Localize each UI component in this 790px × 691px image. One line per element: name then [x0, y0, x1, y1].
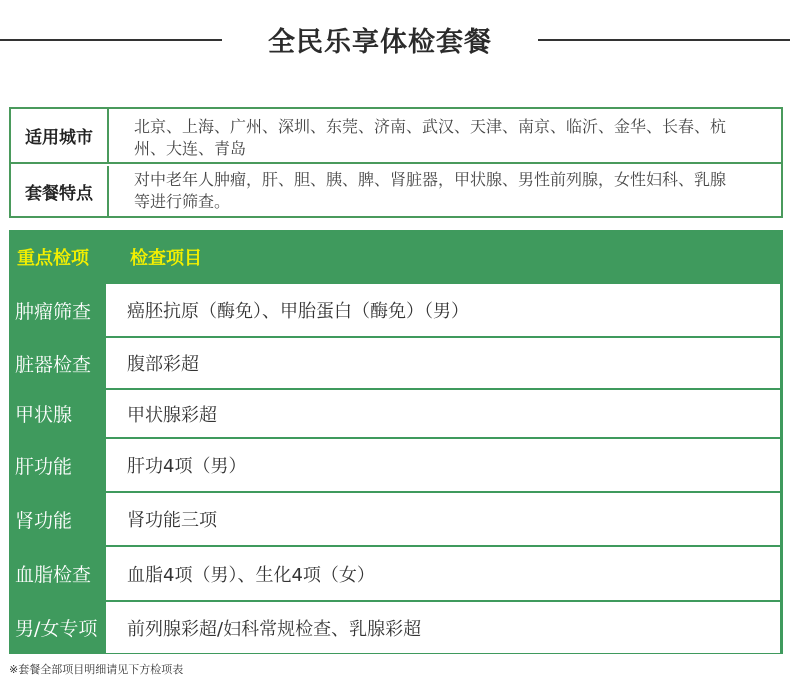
- row-value: 肝功4项（男）: [106, 439, 780, 491]
- row-label: 甲状腺: [15, 404, 73, 426]
- info-row-cities: [11, 109, 781, 164]
- footnote: ※套餐全部项目明细请见下方检项表: [9, 663, 184, 676]
- row-value: 甲状腺彩超: [106, 390, 780, 437]
- table-row: [9, 389, 783, 438]
- row-label: 肿瘤筛查: [15, 300, 92, 323]
- row-value: 前列腺彩超/妇科常规检查、乳腺彩超: [106, 602, 780, 653]
- package-info-box: [9, 107, 783, 218]
- row-label: 血脂检查: [15, 564, 92, 586]
- row-value: 腹部彩超: [106, 338, 780, 388]
- features-value: 对中老年人肿瘤，肝、胆、胰、脾、肾脏器，甲状腺、男性前列腺，女性妇科、乳腺等进行筛查。: [134, 170, 727, 211]
- table-header-check-item: 检查项目: [130, 247, 202, 269]
- title-row: [0, 12, 790, 68]
- row-label: 男/女专项: [15, 618, 98, 640]
- title-divider-left: [0, 39, 222, 41]
- row-label: 肾功能: [15, 509, 73, 532]
- table-row: [9, 438, 783, 492]
- page-title: 全民乐享体检套餐: [268, 27, 492, 58]
- row-value: 癌胚抗原（酶免）、甲胎蛋白（酶免）（男）: [106, 284, 780, 336]
- table-row: [9, 492, 783, 546]
- table-header: [9, 230, 783, 283]
- cities-label: 适用城市: [11, 109, 109, 162]
- features-label: 套餐特点: [11, 166, 109, 216]
- info-row-features: [11, 166, 781, 216]
- cities-value: 北京、上海、广州、深圳、东莞、济南、武汉、天津、南京、临沂、金华、长春、杭州、大连、青岛: [134, 117, 727, 158]
- row-value: 肾功能三项: [106, 493, 780, 545]
- table-row: [9, 601, 783, 654]
- row-label: 脏器检查: [15, 353, 92, 376]
- table-row: [9, 283, 783, 337]
- row-label: 肝功能: [15, 455, 73, 478]
- table-row: [9, 546, 783, 601]
- title-divider-right: [538, 39, 790, 41]
- table-row: [9, 337, 783, 389]
- table-header-key-item: 重点检项: [17, 247, 89, 269]
- checkup-items-table: [9, 230, 783, 654]
- row-value: 血脂4项（男）、生化4项（女）: [106, 547, 780, 600]
